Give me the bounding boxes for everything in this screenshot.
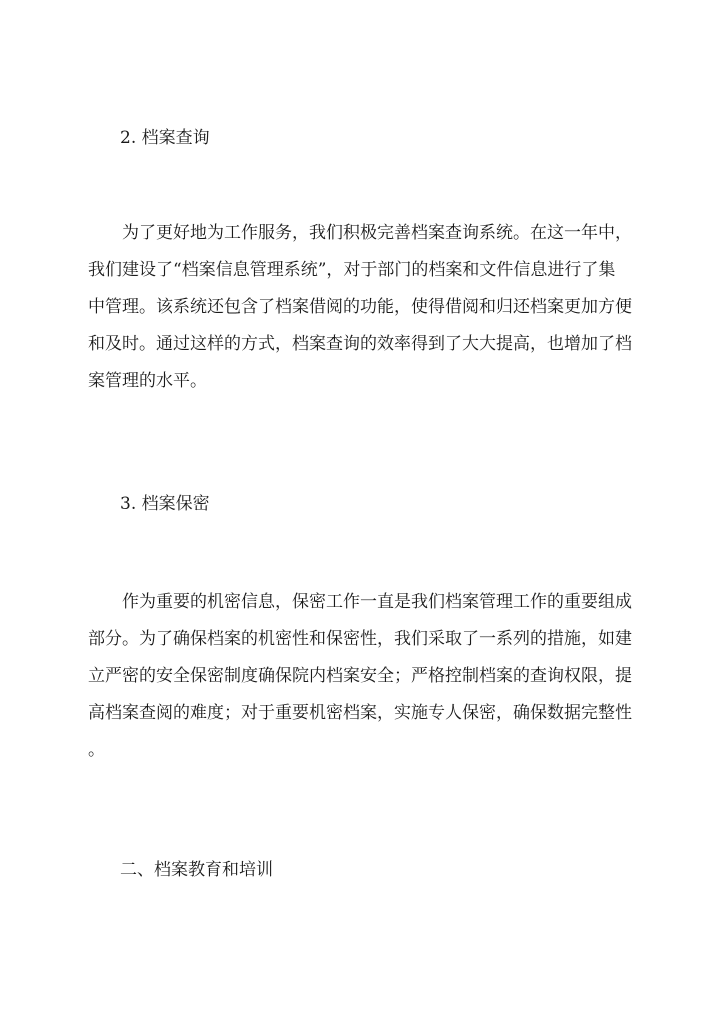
paragraph-line: 部分。为了确保档案的机密性和保密性，我们采取了一系列的措施，如建 [88,629,632,649]
paragraph-archive-confidentiality [88,584,633,769]
paragraph-line: 我们建设了“档案信息管理系统”，对于部门的档案和文件信息进行了集 [88,260,616,280]
paragraph-archive-query [88,215,633,400]
paragraph-line: 作为重要的机密信息，保密工作一直是我们档案管理工作的重要组成 [122,592,632,612]
paragraph-line: 高档案查阅的难度；对于重要机密档案，实施专人保密，确保数据完整性 [88,703,632,723]
section-heading-archive-education: 二、档案教育和培训 [120,860,273,880]
paragraph-line: 中管理。该系统还包含了档案借阅的功能，使得借阅和归还档案更加方便 [88,297,632,317]
paragraph-line: 案管理的水平。 [88,371,207,391]
paragraph-line: 为了更好地为工作服务，我们积极完善档案查询系统。在这一年中， [122,223,632,243]
paragraph-line: 。 [88,740,105,760]
section-heading-archive-query: 2. 档案查询 [120,128,210,148]
paragraph-line: 立严密的安全保密制度确保院内档案安全；严格控制档案的查询权限，提 [88,666,632,686]
section-heading-archive-confidentiality: 3. 档案保密 [120,494,210,514]
paragraph-line: 和及时。通过这样的方式，档案查询的效率得到了大大提高，也增加了档 [88,334,632,354]
